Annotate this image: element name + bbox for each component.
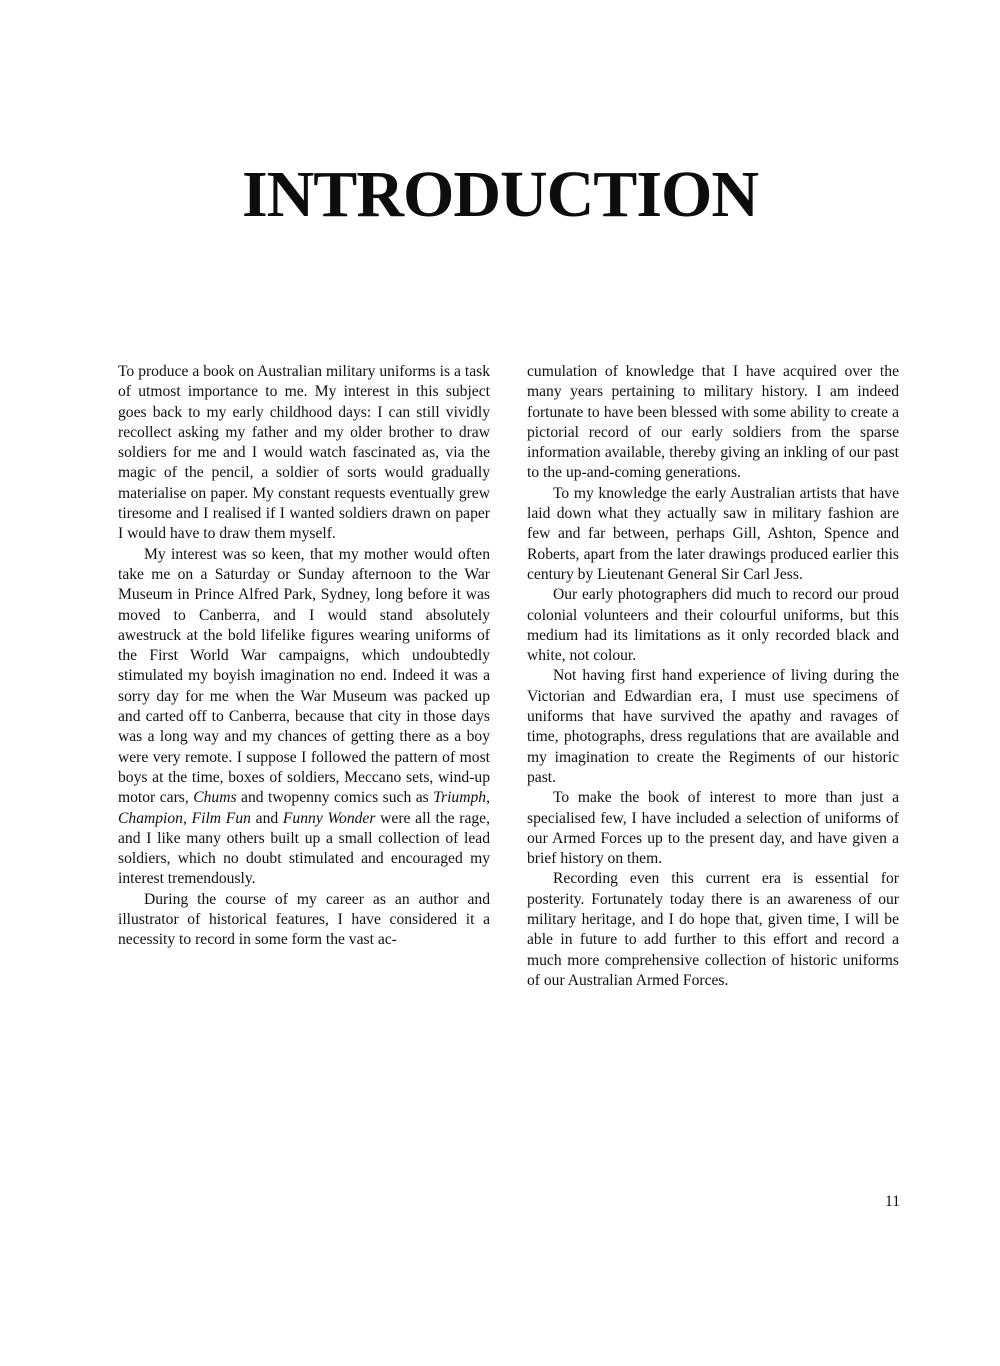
paragraph: Our early photographers did much to record our proud colonial volunteers and their colourful uniforms, but this medium had its limitations as it only recorded black and white, not colour.	[527, 586, 899, 665]
paragraph-text: were all the rage, and I like many others built up a small collection of lead soldiers, which no doubt stimulated and encouraged my interest tremendously.	[118, 809, 490, 888]
right-text-column	[527, 362, 899, 991]
paragraph: Not having first hand experience of living during the Victorian and Edwardian era, I must use specimens of uniforms that have survived the apathy and ravages of time, photographs, dress regulations that are available and my imagination to create the Regiments of our historic past.	[527, 667, 899, 786]
paragraph: cumulation of knowledge that I have acquired over the many years pertaining to military history. I am indeed fortunate to have been blessed with some ability to create a pictorial record of our early soldiers from the sparse information available, thereby giving an inkling of our past to the up-and-coming generations.	[527, 363, 899, 482]
italic-title: Funny Wonder	[282, 809, 376, 827]
page-title: INTRODUCTION	[241, 158, 759, 231]
paragraph-text: and	[255, 809, 279, 827]
italic-title: Triumph	[433, 789, 487, 807]
paragraph-text: and twopenny comics such as	[241, 789, 429, 807]
paragraph-text: My interest was so keen, that my mother would often take me on a Saturday or Sunday afternoon to the War Museum in Prince Alfred Park, Sydney, long before it was moved to Canberra, and I would stand absolutely awestruck at the bold lifelike figures wearing uniforms of the First World War campaigns, which undoubtedly stimulated my boyish imagination no end. Indeed it was a sorry day for me when the War Museum was packed up and carted off to Canberra, because that city in those days was a long way and my chances of getting there as a boy were very remote. I suppose I followed the pattern of most boys at the time, boxes of soldiers, Meccano sets, wind-up motor cars,	[118, 545, 490, 807]
paragraph: During the course of my career as an author and illustrator of historical features, I have considered it a necessity to record in some form the vast ac-	[118, 890, 490, 949]
left-text-column	[118, 362, 490, 951]
paragraph: To make the book of interest to more than just a specialised few, I have included a selection of uniforms of our Armed Forces up to the present day, and have given a brief history on them.	[527, 789, 899, 868]
italic-title: Chums	[193, 789, 237, 807]
paragraph: Recording even this current era is essential for posterity. Fortunately today there is an awareness of our military heritage, and I do hope that, given time, I will be able in future to add further to this effort and record a much more comprehensive collection of historic uniforms of our Australian Armed Forces.	[527, 870, 899, 989]
page-number: 11	[884, 1193, 900, 1210]
italic-title: Champion	[118, 809, 183, 827]
paragraph: My interest was so keen, that my mother would often take me on a Saturday or Sunday afternoon to the War Museum in Prince Alfred Park, Sydney, long before it was moved to Canberra, and I would stand absolutely awestruck at the bold lifelike figures wearing uniforms of the First World War campaigns, which undoubtedly stimulated my boyish imagination no end. Indeed it was a sorry day for me when the War Museum was packed up and carted off to Canberra, because that city in those days was a long way and my chances of getting there as a boy were very remote. I suppose I followed the pattern of most boys at the time, boxes of soldiers, Meccano sets, wind-up motor cars, Chums and twopenny comics such as Triumph, Champion, Film Fun and Funny Wonder were all the rage, and I like many others built up a small collection of lead soldiers, which no doubt stimulated and encouraged my interest tremendously.	[118, 545, 490, 888]
paragraph: To produce a book on Australian military uniforms is a task of utmost importance to me. My interest in this subject goes back to my early childhood days: I can still vividly recollect asking my father and my older brother to draw soldiers for me and I would watch fascinated as, via the magic of the pencil, a soldier of sorts would gradually materialise on paper. My constant requests eventually grew tiresome and I realised if I wanted soldiers drawn on paper I would have to draw them myself.	[118, 363, 490, 543]
italic-title: Film Fun	[191, 809, 251, 827]
paragraph: To my knowledge the early Australian artists that have laid down what they actually saw in military fashion are few and far between, perhaps Gill, Ashton, Spence and Roberts, apart from the later drawings produced earlier this century by Lieutenant General Sir Carl Jess.	[527, 484, 899, 583]
